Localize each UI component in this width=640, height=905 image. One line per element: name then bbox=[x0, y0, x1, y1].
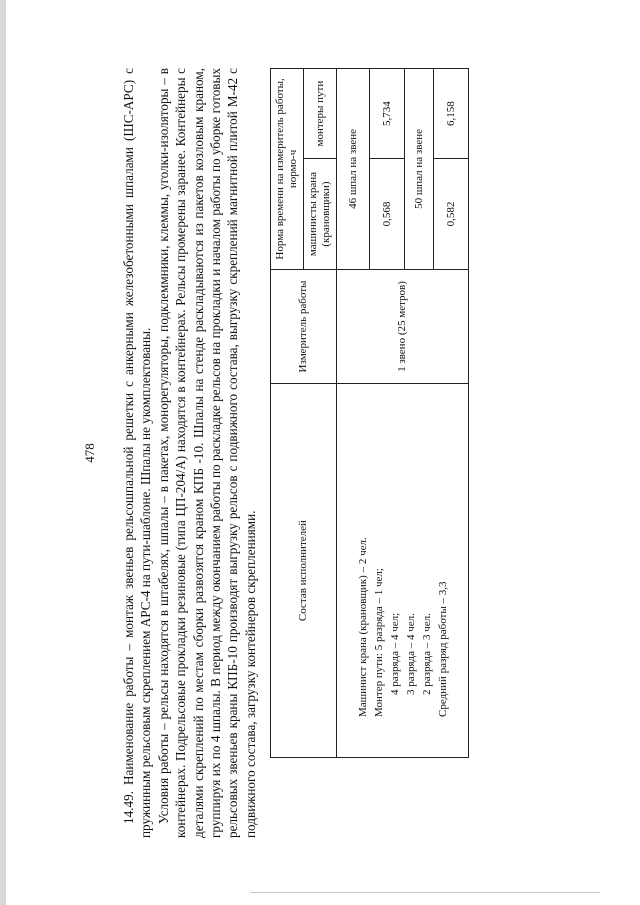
header-crane-operators: машинисты крана (крановщики) bbox=[304, 158, 337, 269]
norms-table bbox=[270, 68, 469, 758]
meter-value: 1 звено (25 метров) bbox=[337, 269, 469, 383]
value-crane-50: 0,582 bbox=[434, 158, 469, 269]
crew-line: Машинист крана (крановщик) – 2 чел. bbox=[356, 536, 369, 717]
work-conditions: Условия работы – рельсы находятся в штабелях, шпалы – в пакетах, монорегуляторы, подклеммники, клеммы, уголки-изоляторы – в контейнерах. Подрельсовые прокладки резиновые (типа ЦП-204/А) находятся в контейнерах. Рельсы промерены заранее. Контейнеры с деталями скреплений по местам сборки развозятся краном КПБ -10. Шпалы на стенде раскладываются из пакетов козловым краном, группируя их по 4 шпалы. В период между окончанием работы по раскладке рельсов на прокладки и началом работы по уборке готовых рельсовых звеньев краны КПБ-10 производят выгрузку рельсов с подвижного состава, выгрузку скреплений магнитной плитой М-42 с подвижного состава, загрузку контейнеров скреплениями. bbox=[155, 67, 258, 838]
header-meter: Измеритель работы bbox=[271, 269, 337, 383]
crew-line: 2 разряда – 3 чел. bbox=[420, 612, 433, 695]
header-track-fitters: монтеры пути bbox=[304, 68, 337, 158]
crew-line: Средний разряд работы – 3,3 bbox=[436, 581, 449, 717]
crew-line: Монтер пути: 5 разряда – 1 чел; bbox=[372, 567, 385, 717]
rotated-page bbox=[82, 67, 520, 838]
group-label-50: 50 шпал на звене bbox=[405, 68, 434, 269]
bottom-rule bbox=[250, 892, 600, 893]
section-title: 14.49. Наименование работы – монтаж звеньев рельсошпальной решетки с анкерными железобетонными шпалами (ШС-АРС) с пружинным рельсовым скреплением АРС-4 на пути-шаблоне. Шпалы не укомплектованы. bbox=[121, 67, 154, 838]
crew-cell bbox=[337, 383, 469, 757]
group-label-46: 46 шпал на звене bbox=[337, 68, 370, 269]
scan-edge bbox=[0, 0, 6, 905]
header-norm: Норма времени на измеритель работы, нормо-ч bbox=[271, 68, 304, 269]
value-fitters-50: 6,158 bbox=[434, 68, 469, 158]
crew-line: 4 разряда – 4 чел; bbox=[388, 612, 401, 695]
value-crane-46: 0,568 bbox=[370, 158, 405, 269]
crew-line: 3 разряда – 4 чел. bbox=[404, 612, 417, 695]
header-crew: Состав исполнителей bbox=[271, 383, 337, 757]
page-number: 478 bbox=[82, 442, 97, 463]
value-fitters-46: 5,734 bbox=[370, 68, 405, 158]
